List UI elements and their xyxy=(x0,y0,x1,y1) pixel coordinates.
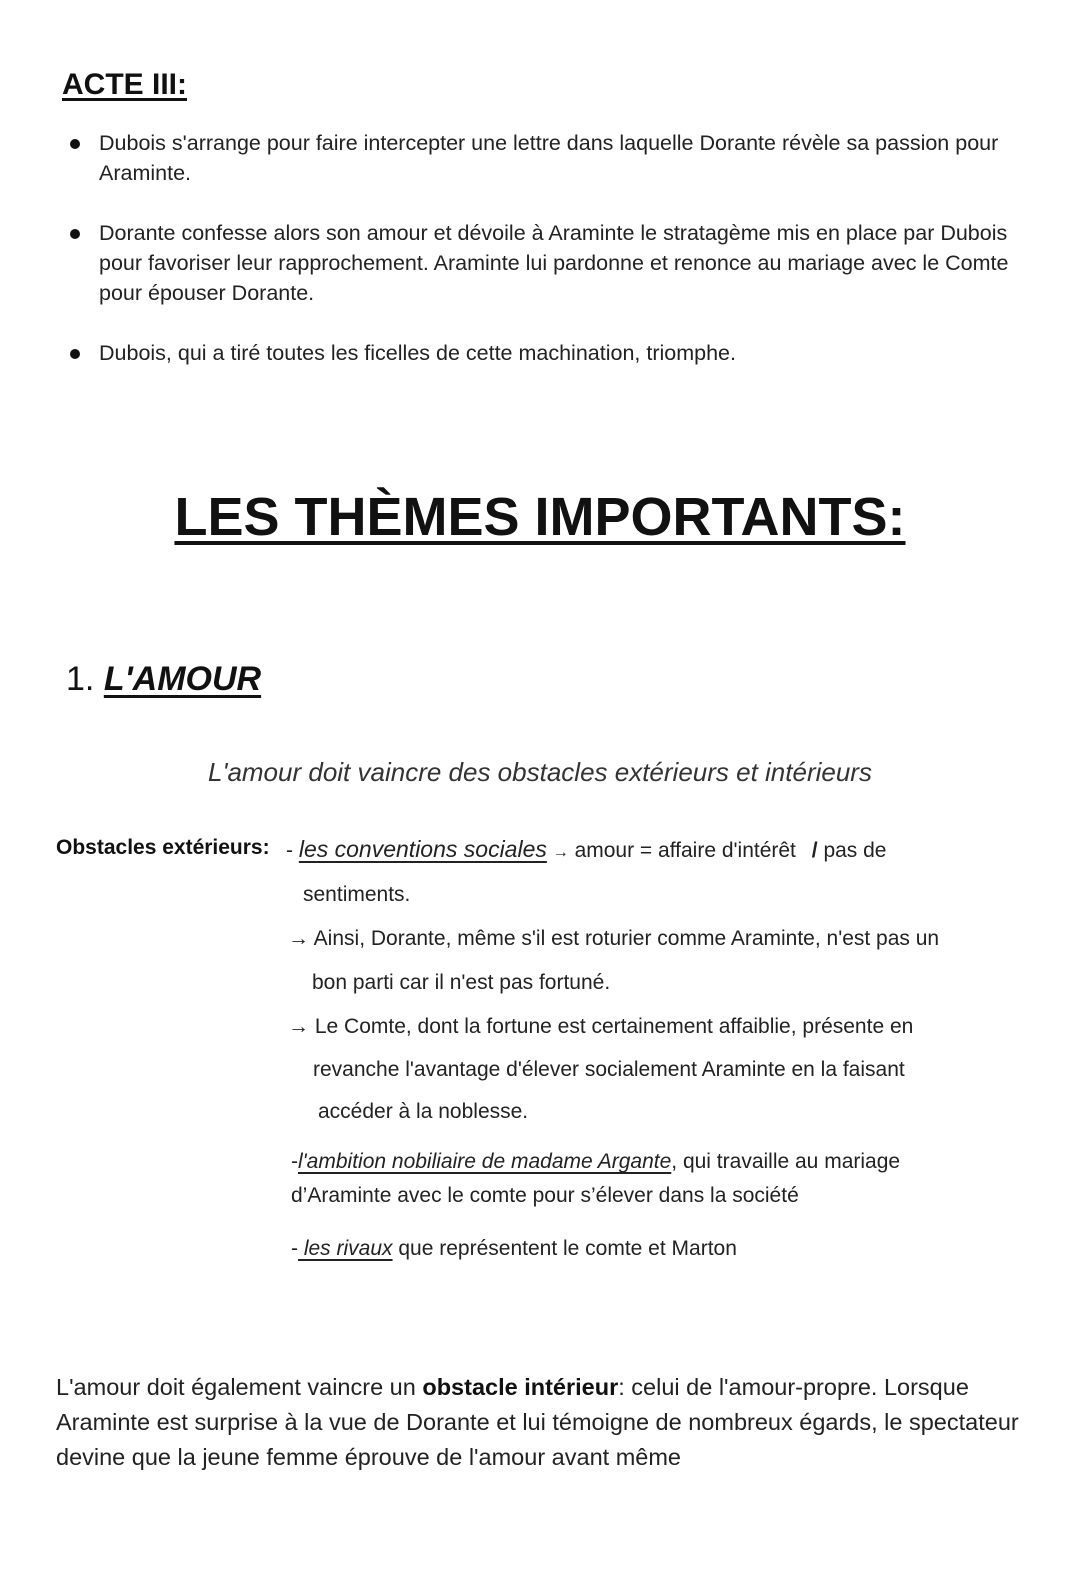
para-text: L'amour doit également vaincre un xyxy=(56,1374,423,1400)
bullet-text: Dubois, qui a tiré toutes les ficelles de cette machination, triomphe. xyxy=(99,341,736,365)
bullet-icon xyxy=(70,349,80,359)
obstacle-item-ambition xyxy=(291,1150,900,1174)
interior-obstacle-paragraph xyxy=(56,1370,1036,1475)
obstacle-text: que représentent le comte et Marton xyxy=(392,1237,737,1260)
arrow-line-cont: accéder à la noblesse. xyxy=(318,1100,529,1123)
dash: - xyxy=(291,1150,298,1173)
obstacle-item-conventions xyxy=(286,836,887,863)
obstacle-text-cont: d’Araminte avec le comte pour s’élever dans la société xyxy=(291,1184,799,1207)
dash: - xyxy=(291,1237,298,1260)
arrow-line: → Le Comte, dont la fortune est certainement affaiblie, présente en xyxy=(288,1015,914,1038)
underlined-term: les conventions sociales xyxy=(298,836,547,862)
themes-title xyxy=(0,486,1080,548)
obstacle-text: amour = affaire d'intérêt xyxy=(574,839,796,862)
obstacle-text: pas de xyxy=(823,839,887,862)
arrow-line: → Ainsi, Dorante, même s'il est roturier comme Araminte, n'est pas un xyxy=(288,927,940,950)
themes-title-text: LES THÈMES IMPORTANTS: xyxy=(174,487,906,547)
underlined-term: les rivaux xyxy=(298,1237,393,1260)
arrow-line-cont: bon parti car il n'est pas fortuné. xyxy=(312,971,611,994)
para-text: : celui de l'amour-propre. Lorsque Araminte est surprise à la vue de Dorante et lui témoigne de nombreux égards, le spectateur devine que la jeune femme éprouve de l'amour avant même xyxy=(56,1374,1019,1470)
section-number: 1. xyxy=(66,660,95,698)
bullet-text: Dorante confesse alors son amour et dévoile à Araminte le stratagème mis en place par Dubois pour favoriser leur rapprochement. Araminte lui pardonne et renonce au mariage avec le Comte pour épouser Dorante. xyxy=(99,221,1009,305)
bullet-icon xyxy=(70,229,80,239)
acte-bullet-list xyxy=(62,128,1042,398)
bullet-icon xyxy=(70,139,80,149)
obstacle-item-rivaux xyxy=(291,1237,737,1261)
underlined-term: l'ambition nobiliaire de madame Argante xyxy=(298,1150,672,1173)
para-bold: obstacle intérieur xyxy=(422,1374,619,1400)
slash: / xyxy=(811,839,818,862)
obstacles-label: Obstacles extérieurs: xyxy=(56,836,270,859)
section-heading xyxy=(66,660,261,699)
obstacle-text-cont: sentiments. xyxy=(303,883,411,906)
arrow-line-cont: revanche l'avantage d'élever socialement Araminte en la faisant xyxy=(313,1058,905,1081)
obstacle-text: , qui travaille au mariage xyxy=(671,1150,901,1173)
acte-title: ACTE III: xyxy=(62,68,187,101)
arrow-icon: → xyxy=(552,844,569,861)
list-item xyxy=(62,338,1042,368)
list-item xyxy=(62,218,1042,308)
section-label: L'AMOUR xyxy=(103,660,262,698)
dash: - xyxy=(286,839,293,862)
bullet-text: Dubois s'arrange pour faire intercepter une lettre dans laquelle Dorante révèle sa passion pour Araminte. xyxy=(99,131,999,185)
list-item xyxy=(62,128,1042,188)
section-subtitle: L'amour doit vaincre des obstacles extérieurs et intérieurs xyxy=(208,757,872,787)
